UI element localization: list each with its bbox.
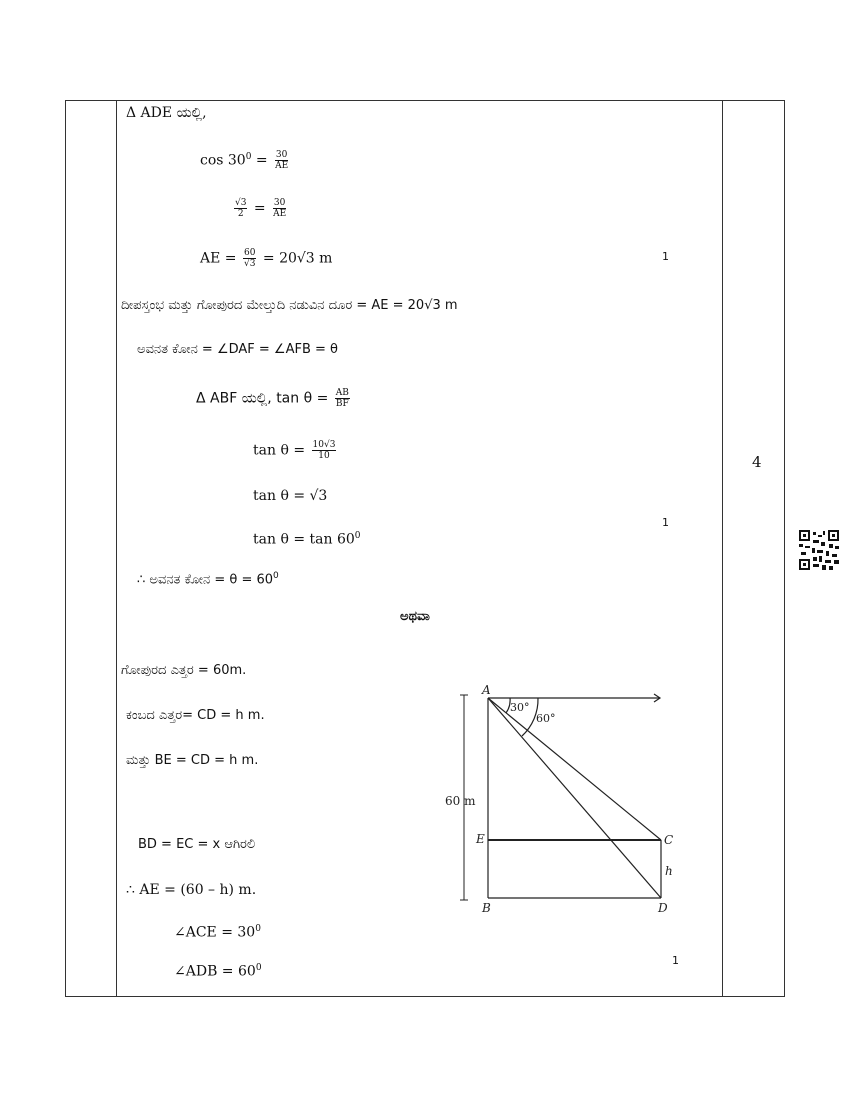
line-ae-value: AE = $\frac{60}{√3}$ = 20√3 m [200,248,333,269]
line-tan60: $\tan \theta = \tan 60^0$ [253,531,361,548]
geometry-diagram [440,680,680,920]
line-pole-height: ಕಂಬದ ಎತ್ತರ= CD = h m. [126,708,265,723]
line-be-cd: ಮತ್ತು BE = CD = h m. [126,753,259,768]
label-angle-60: 60° [536,712,556,725]
line-tower-height: ಗೋಪುರದ ಎತ್ತರ = 60m. [121,663,247,678]
col-divider-2 [722,100,723,997]
label-a: A [482,683,491,697]
athava-heading: ಅಥವಾ [400,609,430,624]
line-ace: ∠ACE = $30^0$ [174,924,261,941]
label-d: D [658,901,668,915]
label-angle-30: 30° [510,701,530,714]
total-mark: 4 [752,453,762,471]
line-ade: Δ ADE ಯಲ್ಲಿ, [126,105,207,121]
line-tan-frac: tan θ = $\frac{10√3}{10}$ [253,440,336,461]
line-theta-60: ∴ ಅವನತ ಕೋನ = $\theta = 60^0$ [137,571,279,588]
line-bd-ec: BD = EC = x ಆಗಿರಲಿ [138,837,256,852]
mark-3: 1 [672,954,679,967]
ad-line [488,698,661,898]
line-tan-root3: tan θ = √3 [253,488,328,504]
line-ae-60-h: ∴ AE = (60 – h) m. [126,882,257,898]
line-adb: ∠ADB = $60^0$ [174,963,262,980]
label-h: h [665,864,673,878]
ac-line [488,698,661,840]
line-depression-angle: ಅವನತ ಕೋನ = ∠DAF = ∠AFB = θ [137,342,338,357]
line-distance: ದೀಪಸ್ತಂಭ ಮತ್ತು ಗೋಪುರದ ಮೇಲ್ತುದಿ ನಡುವಿನ ದೂರ = AE = 20√3 m [121,298,458,313]
label-b: B [482,901,491,915]
label-e: E [476,832,485,846]
qr-code [799,530,839,570]
mark-1: 1 [662,250,669,263]
mark-2: 1 [662,516,669,529]
line-root3-over-2: $\frac{√3}{2}$ = $\frac{30}{AE}$ [235,198,287,219]
col-divider-1 [116,100,117,997]
line-abf: Δ ABF ಯಲ್ಲಿ, tan θ = $\frac{AB}{BF}$ [196,388,349,409]
line-cos30: $\cos 30^0$ = $\frac{30}{AE}$ [200,150,289,172]
label-c: C [664,833,674,847]
label-height: 60 m [445,794,476,808]
